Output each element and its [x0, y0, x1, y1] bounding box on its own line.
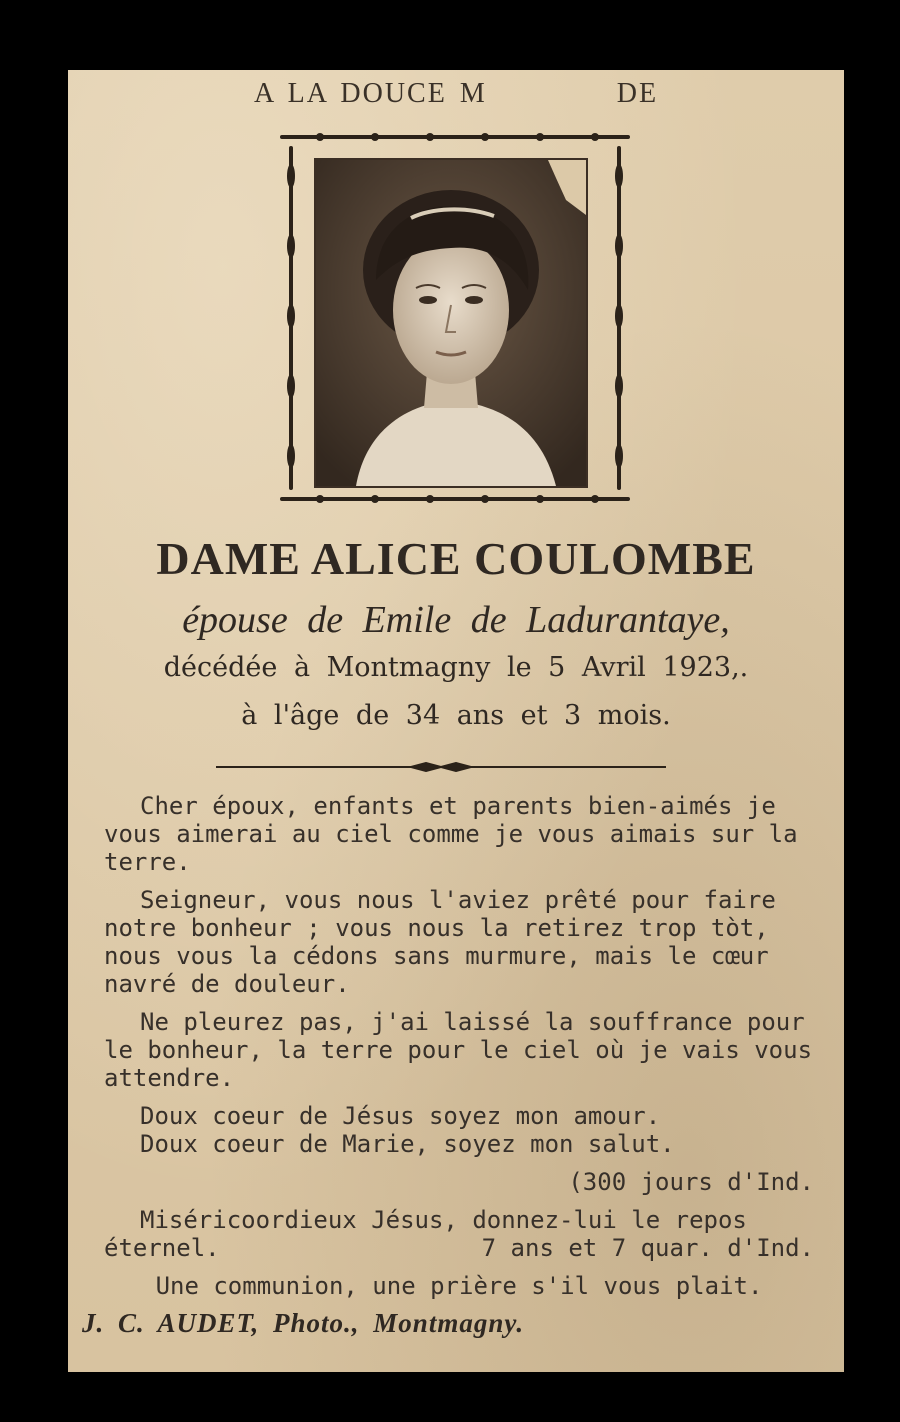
- portrait-photo: [316, 160, 586, 486]
- verse-paragraph: Seigneur, vous nous l'aviez prêté pour faire notre bonheur ; vous nous la retirez trop tòt, nous vous la cédons sans murmure, mais le cœur navré de douleur.: [104, 886, 776, 998]
- death-line: décédée à Montmagny le 5 Avril 1923,.: [163, 652, 749, 683]
- verse-line: éternel.: [104, 1234, 220, 1262]
- closing-request: Une communion, une prière s'il vous plait.: [155, 1272, 763, 1300]
- header-inscription: A LA DOUCE M DE: [253, 78, 659, 109]
- ornamental-border-left: [286, 146, 296, 490]
- indulgence-note: 7 ans et 7 quar. d'Ind.: [481, 1234, 814, 1262]
- verse-row: [104, 1234, 814, 1262]
- verse-paragraph: [104, 1206, 814, 1262]
- deceased-name: DAME ALICE COULOMBE: [156, 533, 756, 584]
- ornamental-border-bottom: [280, 494, 630, 504]
- verse-paragraph: Cher époux, enfants et parents bien-aimés je vous aimerai au ciel comme je vous aimais sur la terre.: [104, 792, 798, 876]
- prayer-text: [104, 792, 814, 1310]
- verse-line: Miséricoordieux Jésus, donnez-lui le repos: [140, 1206, 747, 1234]
- verse-line: Doux coeur de Marie, soyez mon salut.: [140, 1130, 675, 1158]
- indulgence-note: (300 jours d'Ind.: [568, 1168, 814, 1196]
- spouse-line: épouse de Emile de Ladurantaye,: [182, 599, 730, 641]
- ornamental-border-top: [280, 132, 630, 142]
- ornamental-border-right: [614, 146, 624, 490]
- ornamental-divider: [216, 762, 666, 772]
- age-line: à l'âge de 34 ans et 3 mois.: [241, 700, 671, 731]
- verse-paragraph: Ne pleurez pas, j'ai laissé la souffrance pour le bonheur, la terre pour le ciel où je vais vous attendre.: [104, 1008, 813, 1092]
- portrait-woman-icon: [316, 160, 586, 486]
- verse-line: Doux coeur de Jésus soyez mon amour.: [140, 1102, 661, 1130]
- verse-paragraph: [104, 1102, 814, 1158]
- portrait-frame: [280, 132, 630, 504]
- memorial-card: [68, 70, 844, 1372]
- photographer-credit: J. C. AUDET, Photo., Montmagny.: [82, 1308, 525, 1338]
